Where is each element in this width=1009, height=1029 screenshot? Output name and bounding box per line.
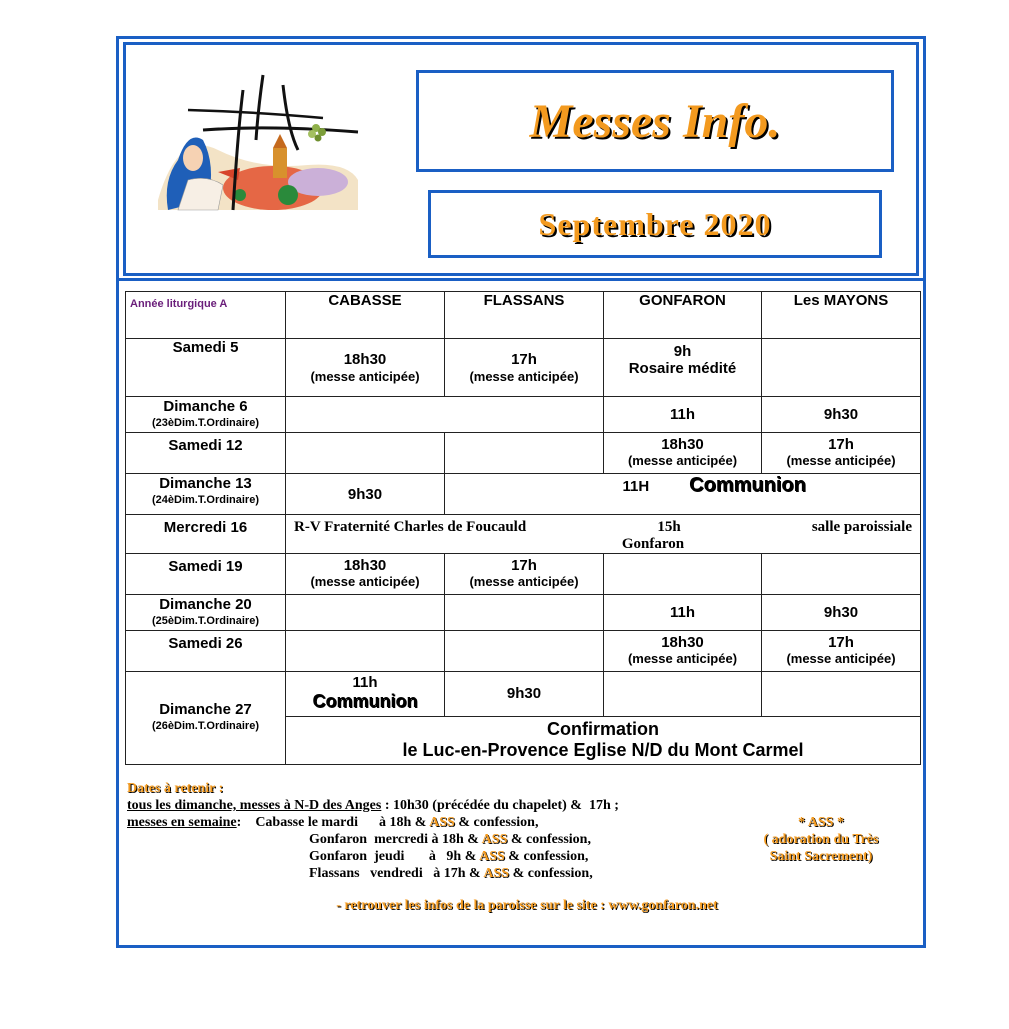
day-cell: Samedi 5 [126, 339, 286, 397]
mass-cell: 18h30 (messe anticipée) [286, 339, 445, 397]
mass-cell: 17h (messe anticipée) [762, 631, 921, 672]
mass-cell: 11h [604, 397, 762, 433]
title-box [416, 70, 894, 172]
mass-cell: 18h30 (messe anticipée) [604, 631, 762, 672]
empty-cell [286, 433, 445, 474]
day-cell: Dimanche 13 (24èDim.T.Ordinaire) [126, 474, 286, 515]
empty-cell [762, 339, 921, 397]
confirmation-cell: Confirmation le Luc-en-Provence Eglise N/D du Mont Carmel [286, 717, 921, 765]
empty-cell [286, 397, 604, 433]
mass-cell: 9h Rosaire médité [604, 339, 762, 397]
day-cell: Mercredi 16 [126, 515, 286, 554]
empty-cell [445, 631, 604, 672]
table-row [126, 339, 921, 397]
info-week-line: Gonfaron mercredi à 18h & ASS & confession, [309, 832, 591, 847]
empty-cell [604, 672, 762, 717]
page-title: Messes Info. [529, 94, 781, 148]
mass-cell: 17h (messe anticipée) [445, 339, 604, 397]
mass-cell: 9h30 [286, 474, 445, 515]
table-row [126, 595, 921, 631]
info-week-line: Gonfaron jeudi à 9h & ASS & confession, [309, 849, 589, 864]
empty-cell [286, 595, 445, 631]
mass-cell: 9h30 [762, 397, 921, 433]
empty-cell [604, 554, 762, 595]
mass-cell: 18h30 (messe anticipée) [286, 554, 445, 595]
info-week-line: messes en semaine: Cabasse le mardi à 18h & ASS & confession, [127, 815, 539, 830]
mass-cell: 11h [604, 595, 762, 631]
header-separator [116, 278, 926, 281]
mass-schedule-table [125, 291, 921, 765]
empty-cell [762, 554, 921, 595]
table-row [126, 672, 921, 717]
col-header-mayons: Les MAYONS [762, 292, 921, 339]
table-row [126, 515, 921, 554]
website-link-text: - retrouver les infos de la paroisse sur le site : www.gonfaron.net [336, 898, 718, 913]
mass-cell: 9h30 [445, 672, 604, 717]
mass-cell: 9h30 [762, 595, 921, 631]
info-week-line: Flassans vendredi à 17h & ASS & confession, [309, 866, 593, 881]
communion-cell: 11h Communion [286, 672, 445, 717]
day-cell: Samedi 12 [126, 433, 286, 474]
table-row [126, 397, 921, 433]
col-header-gonfaron: GONFARON [604, 292, 762, 339]
empty-cell [445, 433, 604, 474]
month-box [428, 190, 882, 258]
liturgical-year-cell: Année liturgique A [126, 292, 286, 339]
adoration-note: * ASS * ( adoration du Très Saint Sacrement) [763, 815, 879, 864]
table-header-row [126, 292, 921, 339]
info-heading: Dates à retenir : [127, 781, 224, 796]
day-cell: Dimanche 6 (23èDim.T.Ordinaire) [126, 397, 286, 433]
table-row [126, 631, 921, 672]
col-header-cabasse: CABASSE [286, 292, 445, 339]
parish-logo-icon [148, 70, 368, 220]
empty-cell [762, 672, 921, 717]
table-row [126, 474, 921, 515]
mass-cell: 17h (messe anticipée) [762, 433, 921, 474]
day-cell: Dimanche 20 (25èDim.T.Ordinaire) [126, 595, 286, 631]
communion-cell: 11H Communion [445, 474, 921, 515]
info-sunday-line: tous les dimanche, messes à N-D des Anges : 10h30 (précédée du chapelet) & 17h ; [127, 798, 619, 813]
table-row [126, 433, 921, 474]
empty-cell [445, 595, 604, 631]
table-row [126, 554, 921, 595]
mass-cell: 17h (messe anticipée) [445, 554, 604, 595]
day-cell: Samedi 19 [126, 554, 286, 595]
fraternity-cell: R-V Fraternité Charles de Foucauld 15h salle paroissiale Gonfaron [286, 515, 921, 554]
day-cell: Dimanche 27 (26èDim.T.Ordinaire) [126, 672, 286, 765]
col-header-flassans: FLASSANS [445, 292, 604, 339]
mass-cell: 18h30 (messe anticipée) [604, 433, 762, 474]
day-cell: Samedi 26 [126, 631, 286, 672]
empty-cell [286, 631, 445, 672]
month-title: Septembre 2020 [538, 205, 772, 242]
